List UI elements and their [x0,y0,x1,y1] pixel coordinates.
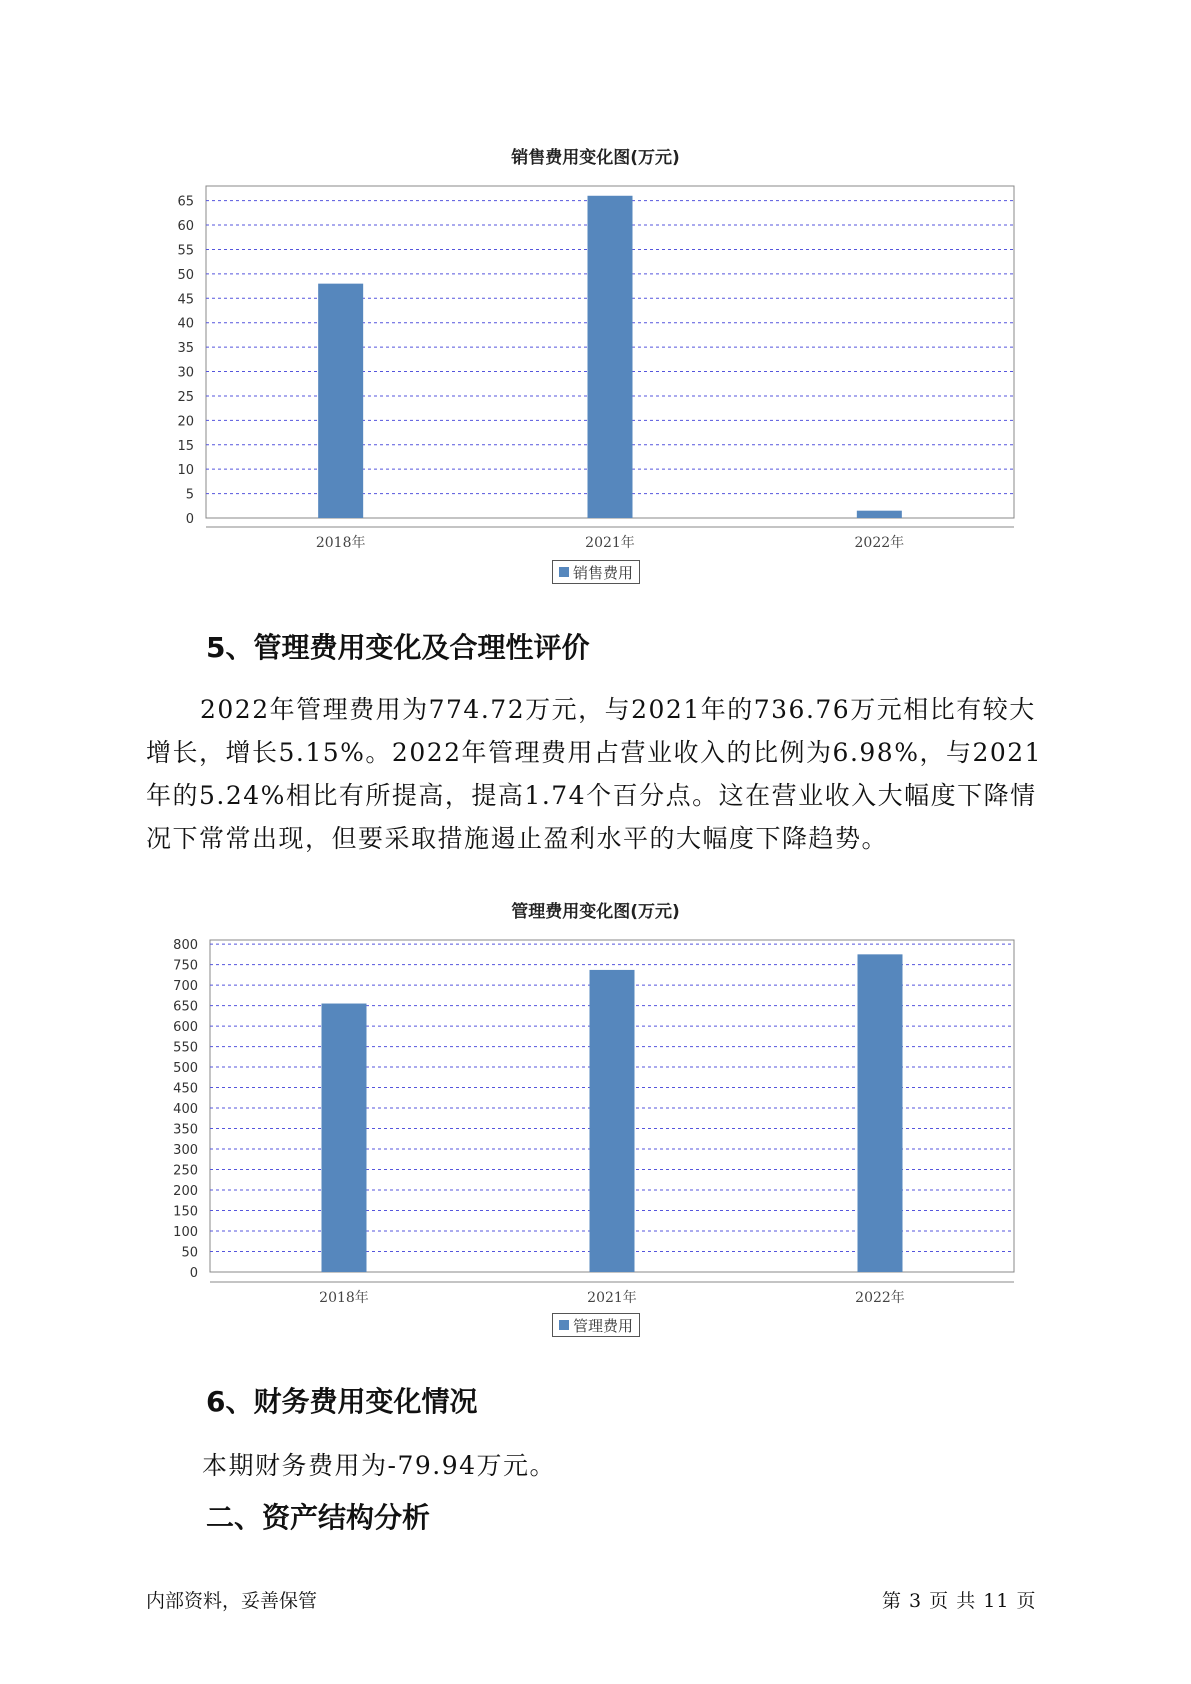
y-tick-label: 55 [177,243,194,259]
chart2-legend-label: 管理费用 [573,1316,634,1335]
y-tick-label: 350 [173,1122,198,1138]
section5-paragraph: 2022年管理费用为774.72万元，与2021年的736.76万元相比有较大增长，增长5.15%。2022年管理费用占营业收入的比例为6.98%，与2021年的5.24%相比有所提高，提高1.74个百分点。这在营业收入大幅度下降情况下常常出现，但要采取措施遏止盈利水平的大幅度下降趋势。 [146,695,1043,853]
section5-heading: 5、管理费用变化及合理性评价 [206,631,590,664]
x-tick-label: 2021年 [585,535,635,550]
legend-swatch [559,1320,569,1330]
footer-confidential: 内部资料，妥善保管 [146,1590,318,1612]
y-tick-label: 450 [173,1081,198,1097]
y-tick-label: 650 [173,999,198,1015]
x-tick-label: 2022年 [854,535,905,550]
bar [318,284,363,518]
bar [590,970,635,1272]
y-tick-label: 250 [173,1163,198,1179]
y-tick-label: 25 [177,389,194,405]
y-tick-label: 150 [173,1204,198,1220]
y-tick-label: 50 [177,267,194,283]
x-tick-label: 2018年 [319,1290,369,1306]
y-tick-label: 0 [189,1266,198,1281]
legend-swatch [559,567,569,577]
y-tick-label: 300 [173,1143,198,1159]
section6-heading: 6、财务费用变化情况 [206,1385,478,1418]
y-tick-label: 60 [177,219,194,235]
x-tick-label: 2018年 [315,535,366,550]
y-tick-label: 100 [173,1225,198,1241]
bar [857,511,902,518]
y-tick-label: 200 [173,1184,198,1200]
y-tick-label: 15 [177,438,194,454]
bar [588,196,633,518]
y-tick-label: 10 [177,463,194,479]
y-tick-label: 600 [173,1020,198,1036]
y-tick-label: 400 [173,1102,198,1118]
chart1-legend [552,560,640,584]
y-tick-label: 500 [173,1061,198,1077]
footer-page-number: 第 3 页 共 11 页 [882,1590,1037,1612]
y-tick-label: 20 [177,414,194,430]
bar [858,954,903,1272]
bar [322,1004,367,1272]
chart1-title: 销售费用变化图(万元) [511,148,680,168]
y-tick-label: 5 [185,487,194,503]
x-tick-label: 2021年 [587,1290,637,1306]
y-tick-label: 45 [177,292,194,308]
y-tick-label: 700 [173,979,198,995]
chart1-svg [0,150,1191,550]
chart2-legend [552,1313,640,1337]
y-tick-label: 50 [181,1245,198,1261]
section6-paragraph: 本期财务费用为-79.94万元。 [202,1451,557,1480]
y-tick-label: 0 [185,512,194,527]
x-tick-label: 2022年 [855,1290,905,1306]
chart1-legend-label: 销售费用 [573,563,634,582]
y-tick-label: 550 [173,1040,198,1056]
chart2-title: 管理费用变化图(万元) [511,902,680,922]
y-tick-label: 800 [173,938,198,954]
chart2-svg [0,920,1191,1320]
section-two-heading: 二、资产结构分析 [206,1501,431,1534]
y-tick-label: 65 [177,194,194,210]
y-tick-label: 40 [177,316,194,332]
y-tick-label: 35 [177,341,194,357]
y-tick-label: 30 [177,365,194,381]
y-tick-label: 750 [173,958,198,974]
